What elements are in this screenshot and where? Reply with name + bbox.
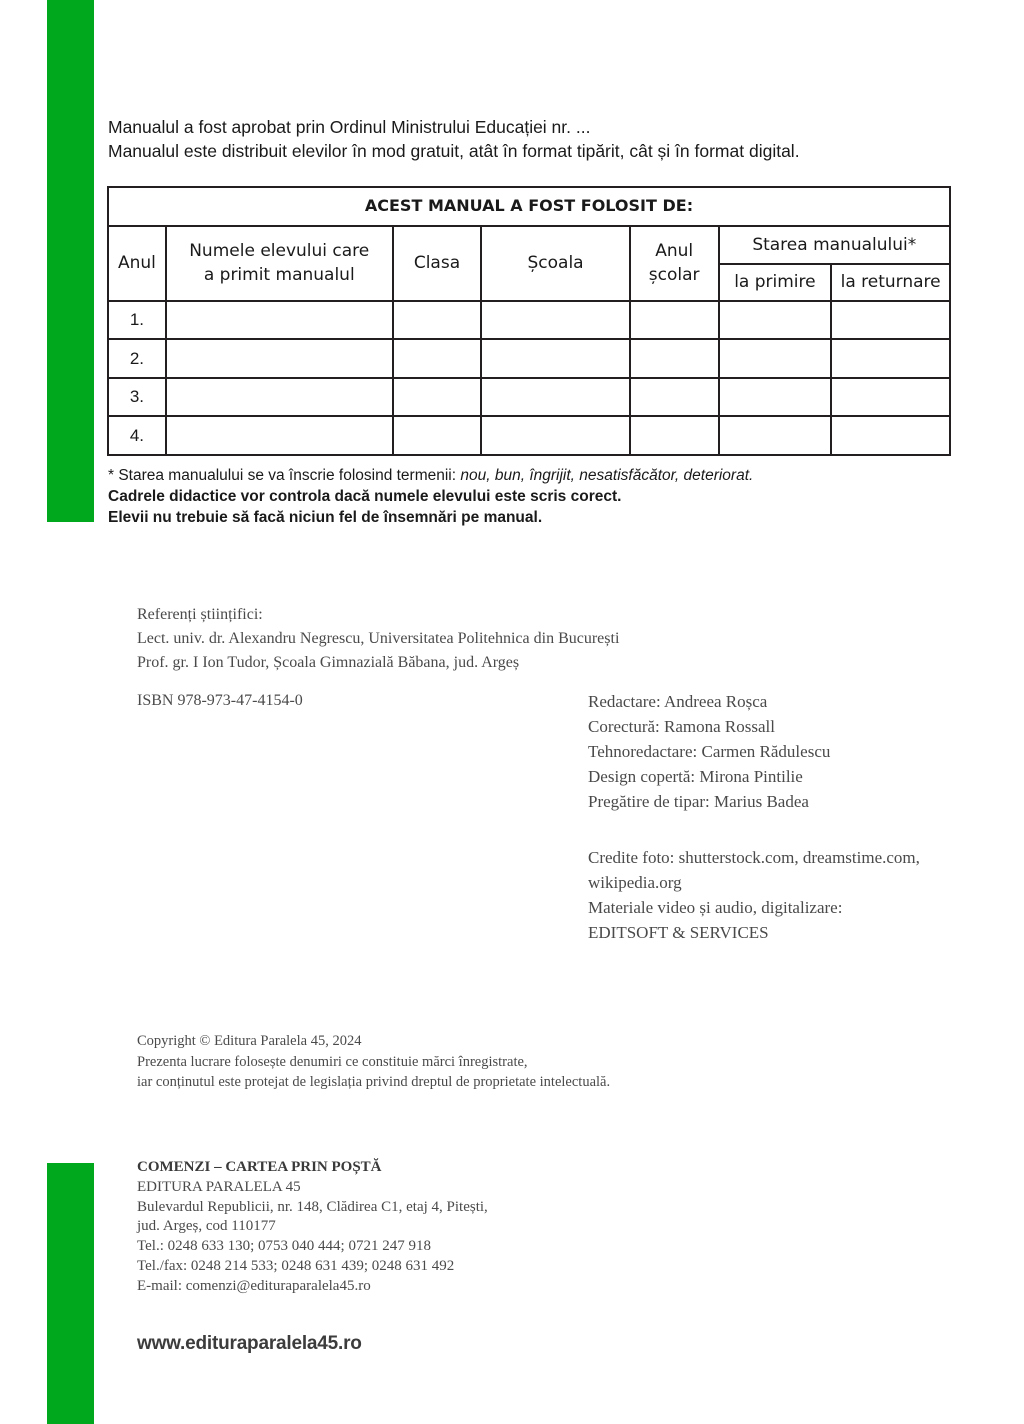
table-notes [108, 465, 753, 528]
header-anul: Anul [108, 226, 166, 301]
cell-la-returnare[interactable] [831, 301, 950, 340]
cell-clasa[interactable] [393, 339, 482, 378]
photo-credits [588, 845, 920, 945]
approval-notice [108, 115, 800, 163]
orders-block [137, 1158, 488, 1297]
orders-email[interactable]: E-mail: comenzi@edituraparalela45.ro [137, 1277, 371, 1294]
table-row [108, 378, 950, 417]
orders-line: EDITURA PARALELA 45 [137, 1178, 301, 1195]
orders-line: Bulevardul Republicii, nr. 148, Clădirea C1, etaj 4, Pitești, [137, 1198, 488, 1215]
cell-anul-scolar[interactable] [630, 378, 719, 417]
cell-la-primire[interactable] [719, 378, 832, 417]
table-row [108, 301, 950, 340]
referent-line: Prof. gr. I Ion Tudor, Școala Gimnazială Băbana, jud. Argeș [137, 654, 520, 671]
photo-credit-line: Materiale video și audio, digitalizare: [588, 898, 843, 917]
cell-scoala[interactable] [481, 339, 629, 378]
cell-anul-scolar[interactable] [630, 416, 719, 455]
credit-line: Pregătire de tipar: Marius Badea [588, 792, 809, 811]
approval-line: Manualul a fost aprobat prin Ordinul Ministrului Educației nr. ... [108, 117, 591, 137]
header-nume: Numele elevului care a primit manualul [166, 226, 393, 301]
orders-heading: COMENZI – CARTEA PRIN POȘTĂ [137, 1159, 382, 1175]
copyright-line: Copyright © Editura Paralela 45, 2024 [137, 1033, 362, 1049]
cell-anul-scolar[interactable] [630, 339, 719, 378]
cell-nume[interactable] [166, 301, 393, 340]
referent-line: Lect. univ. dr. Alexandru Negrescu, Universitatea Politehnica din București [137, 630, 620, 647]
usage-table [107, 186, 951, 456]
credit-line: Redactare: Andreea Roșca [588, 692, 768, 711]
footnote-terms: nou, bun, îngrijit, nesatisfăcător, deteriorat. [460, 467, 754, 484]
isbn: ISBN 978-973-47-4154-0 [137, 692, 303, 709]
copyright-line: Prezenta lucrare folosește denumiri ce constituie mărci înregistrate, [137, 1053, 528, 1070]
vertical-brand-text: Editura Paralela 45 [107, 244, 127, 526]
cell-la-primire[interactable] [719, 339, 832, 378]
row-number: 2. [108, 339, 166, 378]
green-sidebar-bottom [47, 1163, 94, 1424]
credit-line: Tehnoredactare: Carmen Rădulescu [588, 742, 831, 761]
credit-line: Design copertă: Mirona Pintilie [588, 767, 803, 786]
cell-anul-scolar[interactable] [630, 301, 719, 340]
orders-line: Tel.: 0248 633 130; 0753 040 444; 0721 247 918 [137, 1238, 431, 1255]
credit-line: Corectură: Ramona Rossall [588, 717, 775, 736]
photo-credit-line: Credite foto: shutterstock.com, dreamstime.com, [588, 848, 920, 867]
row-number: 3. [108, 378, 166, 417]
cell-scoala[interactable] [481, 416, 629, 455]
cell-la-primire[interactable] [719, 301, 832, 340]
distribution-line: Manualul este distribuit elevilor în mod gratuit, atât în format tipărit, cât și în format digital. [108, 141, 800, 161]
header-clasa: Clasa [393, 226, 482, 301]
cell-la-returnare[interactable] [831, 416, 950, 455]
cell-nume[interactable] [166, 339, 393, 378]
footnote: * Starea manualului se va înscrie folosind termenii: nou, bun, îngrijit, nesatisfăcător, deteriorat. [108, 467, 754, 484]
table-row [108, 416, 950, 455]
orders-line: jud. Argeș, cod 110177 [137, 1218, 276, 1235]
cell-la-returnare[interactable] [831, 339, 950, 378]
table-title: ACEST MANUAL A FOST FOLOSIT DE: [108, 187, 950, 226]
copyright-block [137, 1031, 610, 1093]
copyright-line: iar conținutul este protejat de legislația privind dreptul de proprietate intelectuală. [137, 1074, 611, 1090]
header-scoala: Școala [481, 226, 629, 301]
cell-la-primire[interactable] [719, 416, 832, 455]
header-la-primire: la primire [719, 264, 832, 301]
scientific-referents [137, 603, 619, 675]
teacher-check-notice: Cadrele didactice vor controla dacă numele elevului este scris corect. [108, 488, 622, 505]
row-number: 4. [108, 416, 166, 455]
cell-nume[interactable] [166, 378, 393, 417]
cell-scoala[interactable] [481, 378, 629, 417]
cell-nume[interactable] [166, 416, 393, 455]
cell-scoala[interactable] [481, 301, 629, 340]
header-la-returnare: la returnare [831, 264, 950, 301]
cell-la-returnare[interactable] [831, 378, 950, 417]
table-row [108, 339, 950, 378]
cell-clasa[interactable] [393, 378, 482, 417]
photo-credit-line: wikipedia.org [588, 873, 682, 892]
row-number: 1. [108, 301, 166, 340]
cell-clasa[interactable] [393, 416, 482, 455]
referents-heading: Referenți științifici: [137, 606, 263, 623]
header-anul-scolar: Anul școlar [630, 226, 719, 301]
orders-line: Tel./fax: 0248 214 533; 0248 631 439; 0248 631 492 [137, 1257, 455, 1274]
header-starea: Starea manualului* [719, 226, 950, 265]
photo-credit-line: EDITSOFT & SERVICES [588, 923, 769, 942]
cell-clasa[interactable] [393, 301, 482, 340]
website-link[interactable]: www.edituraparalela45.ro [137, 1333, 362, 1354]
no-marks-notice: Elevii nu trebuie să facă niciun fel de însemnări pe manual. [108, 509, 543, 526]
editorial-credits [588, 689, 830, 814]
green-sidebar-top [47, 0, 127, 526]
